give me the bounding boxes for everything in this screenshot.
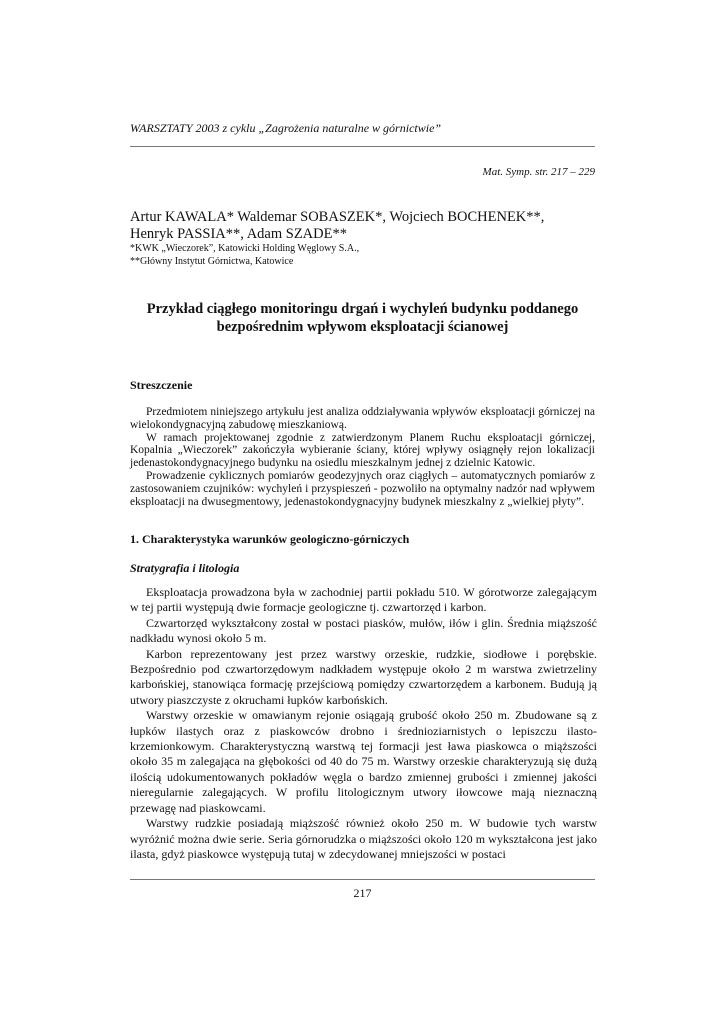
affiliation-1: *KWK „Wieczorek”, Katowicki Holding Węglowy S.A., bbox=[130, 243, 360, 254]
body-paragraph: Eksploatacja prowadzona była w zachodniej partii pokładu 510. W górotworze zalegającym w tej partii występują dwie formacje geologiczne tj. czwartorzęd i karbon. bbox=[130, 585, 597, 615]
abstract-paragraph: W ramach projektowanej zgodnie z zatwierdzonym Planem Ruchu eksploatacji górniczej, Kopalnia „Wieczorek” zakończyła wybieranie ściany, której wpływy osiągnęły rejon lokalizacji jedenastokondygnacyjnego budynku na osiedlu mieszkalnym jednej z dzielnic Katowic. bbox=[130, 431, 595, 470]
body-paragraph: Warstwy orzeskie w omawianym rejonie osiągają grubość około 250 m. Zbudowane są z łupków ilastych oraz z piaskowców drobno i średnioziarnistych o lepiszczu ilasto-krzemionkowym. Charakterystyczną warstwą tej formacji jest ława piaskowca o miąższości około 35 m zalegająca na głębokości od 40 do 75 m. Warstwy orzeskie charakteryzują się dużą ilością udokumentowanych pokładów węgla o bardzo zmiennej grubości i zmiennej jakości nieregularnie zalegających. W profilu litologicznym utwory iłowcowe mają nieznaczną przewagę nad piaskowcami. bbox=[130, 708, 597, 815]
title-line-2: bezpośrednim wpływom eksploatacji ścianowej bbox=[216, 319, 509, 335]
affiliation-2: **Główny Instytut Górnictwa, Katowice bbox=[130, 256, 294, 267]
section-heading: 1. Charakterystyka warunków geologiczno-górniczych bbox=[130, 532, 410, 546]
symposium-reference: Mat. Symp. str. 217 – 229 bbox=[482, 166, 595, 178]
author-line-1: Artur KAWALA* Waldemar SOBASZEK*, Wojciech BOCHENEK**, bbox=[130, 209, 545, 225]
title-line-1: Przykład ciągłego monitoringu drgań i wychyleń budynku poddanego bbox=[146, 301, 579, 317]
author-line-2: Henryk PASSIA**, Adam SZADE** bbox=[130, 226, 347, 242]
author-list bbox=[130, 209, 600, 243]
body-paragraph: Karbon reprezentowany jest przez warstwy orzeskie, rudzkie, siodłowe i porębskie. Bezpośrednio pod czwartorzędowym nadkładem występuje około 2 m warstwa zwietrzeliny karbońskiej, stanowiąca formację przejściową pomiędzy czwartorzędem a karbonem. Budują ją utwory piaszczyste z okruchami łupków karbońskich. bbox=[130, 646, 597, 707]
abstract-body bbox=[130, 406, 595, 508]
subsection-heading: Stratygrafia i litologia bbox=[130, 561, 240, 575]
abstract-paragraph: Przedmiotem niniejszego artykułu jest analiza oddziaływania wpływów eksploatacji górniczej na wielokondygnacyjną zabudowę mieszkaniową. bbox=[130, 406, 595, 431]
paper-title bbox=[130, 300, 595, 336]
abstract-heading: Streszczenie bbox=[130, 378, 193, 392]
section-body bbox=[130, 585, 597, 862]
body-paragraph: Warstwy rudzkie posiadają miąższość również około 250 m. W budowie tych warstw wyróżnić można dwie serie. Seria górnorudzka o miąższości około 120 m wykształcona jest jako ilasta, gdyż piaskowce występują tutaj w zdecydowanej mniejszości w postaci bbox=[130, 816, 597, 861]
affiliations bbox=[130, 242, 359, 268]
header-rule bbox=[130, 146, 595, 147]
footer-rule bbox=[130, 879, 595, 880]
abstract-paragraph: Prowadzenie cyklicznych pomiarów geodezyjnych oraz ciągłych – automatycznych pomiarów z zastosowaniem czujników: wychyleń i przyspieszeń - pozwoliło na optymalny nadzór nad wpływem eksploatacji na dwusegmentowy, jedenastokondygnacyjny budynek mieszkalny z „wielkiej płyty”. bbox=[130, 469, 595, 508]
body-paragraph: Czwartorzęd wykształcony został w postaci piasków, mułów, iłów i glin. Średnia miąższość nadkładu wynosi około 5 m. bbox=[130, 615, 597, 646]
page-number: 217 bbox=[353, 886, 372, 900]
running-header: WARSZTATY 2003 z cyklu „Zagrożenia naturalne w górnictwie” bbox=[130, 121, 442, 135]
